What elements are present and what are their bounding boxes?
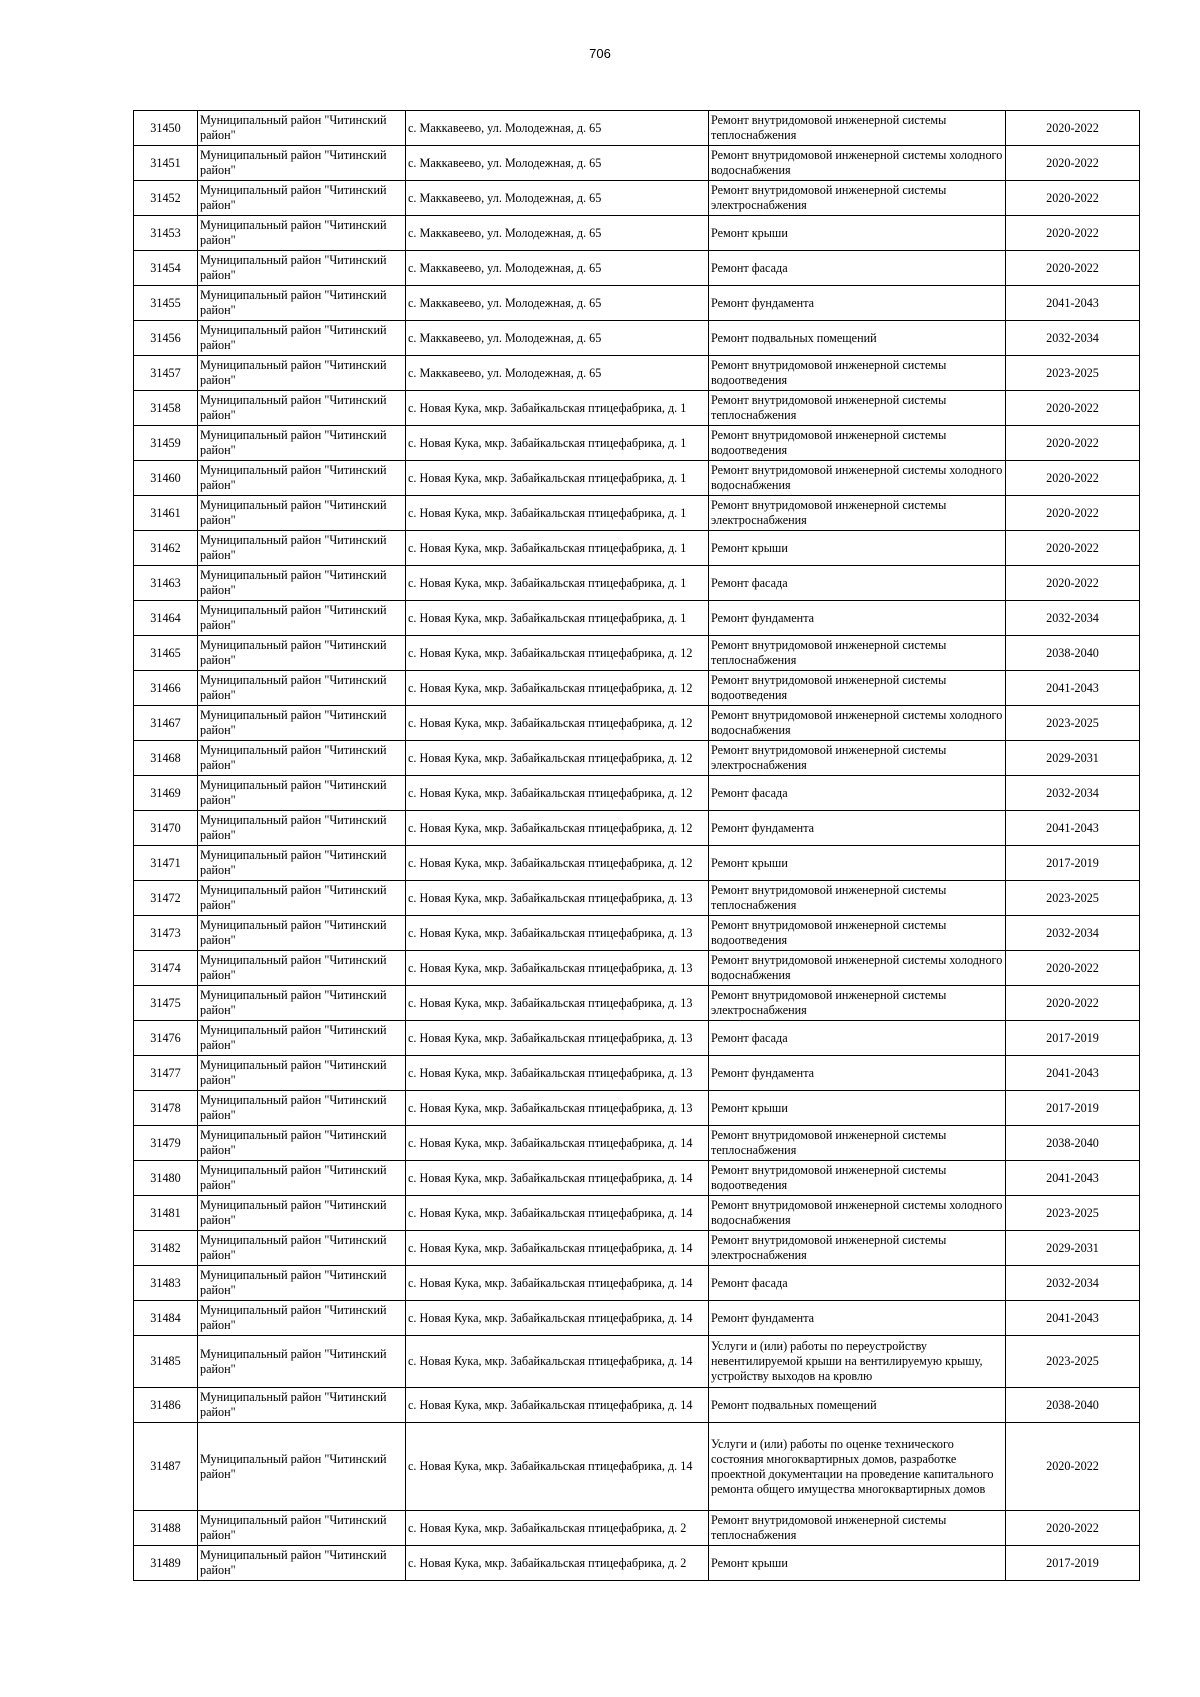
period-cell: 2020-2022 xyxy=(1006,111,1140,146)
registry-table xyxy=(133,110,1140,1581)
period-cell: 2041-2043 xyxy=(1006,671,1140,706)
address-cell: с. Новая Кука, мкр. Забайкальская птицефабрика, д. 1 xyxy=(406,531,709,566)
municipality-cell: Муниципальный район "Читинский район" xyxy=(198,916,406,951)
period-cell: 2017-2019 xyxy=(1006,1546,1140,1581)
address-cell: с. Новая Кука, мкр. Забайкальская птицефабрика, д. 1 xyxy=(406,426,709,461)
period-cell: 2020-2022 xyxy=(1006,1511,1140,1546)
table-row xyxy=(134,216,1140,251)
row-number-cell: 31465 xyxy=(134,636,198,671)
municipality-cell: Муниципальный район "Читинский район" xyxy=(198,321,406,356)
municipality-cell: Муниципальный район "Читинский район" xyxy=(198,776,406,811)
municipality-cell: Муниципальный район "Читинский район" xyxy=(198,1021,406,1056)
work-type-cell: Ремонт крыши xyxy=(709,1546,1006,1581)
municipality-cell: Муниципальный район "Читинский район" xyxy=(198,601,406,636)
work-type-cell: Ремонт крыши xyxy=(709,531,1006,566)
address-cell: с. Новая Кука, мкр. Забайкальская птицефабрика, д. 14 xyxy=(406,1266,709,1301)
period-cell: 2020-2022 xyxy=(1006,1423,1140,1511)
table-row xyxy=(134,1423,1140,1511)
address-cell: с. Новая Кука, мкр. Забайкальская птицефабрика, д. 12 xyxy=(406,636,709,671)
address-cell: с. Маккавеево, ул. Молодежная, д. 65 xyxy=(406,181,709,216)
address-cell: с. Новая Кука, мкр. Забайкальская птицефабрика, д. 14 xyxy=(406,1388,709,1423)
address-cell: с. Маккавеево, ул. Молодежная, д. 65 xyxy=(406,146,709,181)
row-number-cell: 31483 xyxy=(134,1266,198,1301)
address-cell: с. Новая Кука, мкр. Забайкальская птицефабрика, д. 13 xyxy=(406,1091,709,1126)
table-row xyxy=(134,391,1140,426)
table-row xyxy=(134,1091,1140,1126)
address-cell: с. Новая Кука, мкр. Забайкальская птицефабрика, д. 13 xyxy=(406,1021,709,1056)
table-row xyxy=(134,741,1140,776)
municipality-cell: Муниципальный район "Читинский район" xyxy=(198,811,406,846)
work-type-cell: Ремонт внутридомовой инженерной системы водоотведения xyxy=(709,426,1006,461)
period-cell: 2041-2043 xyxy=(1006,1056,1140,1091)
municipality-cell: Муниципальный район "Читинский район" xyxy=(198,1301,406,1336)
row-number-cell: 31489 xyxy=(134,1546,198,1581)
period-cell: 2020-2022 xyxy=(1006,986,1140,1021)
period-cell: 2023-2025 xyxy=(1006,356,1140,391)
period-cell: 2029-2031 xyxy=(1006,1231,1140,1266)
work-type-cell: Ремонт внутридомовой инженерной системы электроснабжения xyxy=(709,181,1006,216)
period-cell: 2038-2040 xyxy=(1006,636,1140,671)
table-row xyxy=(134,1388,1140,1423)
municipality-cell: Муниципальный район "Читинский район" xyxy=(198,1161,406,1196)
municipality-cell: Муниципальный район "Читинский район" xyxy=(198,986,406,1021)
row-number-cell: 31452 xyxy=(134,181,198,216)
row-number-cell: 31455 xyxy=(134,286,198,321)
table-row xyxy=(134,426,1140,461)
address-cell: с. Маккавеево, ул. Молодежная, д. 65 xyxy=(406,111,709,146)
row-number-cell: 31476 xyxy=(134,1021,198,1056)
municipality-cell: Муниципальный район "Читинский район" xyxy=(198,1266,406,1301)
table-row xyxy=(134,566,1140,601)
row-number-cell: 31474 xyxy=(134,951,198,986)
table-row xyxy=(134,1511,1140,1546)
work-type-cell: Ремонт фасада xyxy=(709,776,1006,811)
work-type-cell: Ремонт внутридомовой инженерной системы холодного водоснабжения xyxy=(709,951,1006,986)
table-row xyxy=(134,531,1140,566)
municipality-cell: Муниципальный район "Читинский район" xyxy=(198,1091,406,1126)
table-row xyxy=(134,1266,1140,1301)
municipality-cell: Муниципальный район "Читинский район" xyxy=(198,1336,406,1388)
period-cell: 2020-2022 xyxy=(1006,496,1140,531)
period-cell: 2038-2040 xyxy=(1006,1388,1140,1423)
row-number-cell: 31453 xyxy=(134,216,198,251)
work-type-cell: Ремонт внутридомовой инженерной системы холодного водоснабжения xyxy=(709,706,1006,741)
work-type-cell: Ремонт фасада xyxy=(709,251,1006,286)
row-number-cell: 31482 xyxy=(134,1231,198,1266)
table-row xyxy=(134,951,1140,986)
period-cell: 2032-2034 xyxy=(1006,916,1140,951)
address-cell: с. Новая Кука, мкр. Забайкальская птицефабрика, д. 12 xyxy=(406,811,709,846)
work-type-cell: Ремонт внутридомовой инженерной системы теплоснабжения xyxy=(709,1511,1006,1546)
period-cell: 2017-2019 xyxy=(1006,1091,1140,1126)
table-row xyxy=(134,356,1140,391)
table-row xyxy=(134,1231,1140,1266)
row-number-cell: 31461 xyxy=(134,496,198,531)
registry-table-body xyxy=(134,111,1140,1581)
table-row xyxy=(134,846,1140,881)
row-number-cell: 31468 xyxy=(134,741,198,776)
period-cell: 2032-2034 xyxy=(1006,601,1140,636)
work-type-cell: Ремонт внутридомовой инженерной системы электроснабжения xyxy=(709,741,1006,776)
address-cell: с. Новая Кука, мкр. Забайкальская птицефабрика, д. 14 xyxy=(406,1336,709,1388)
row-number-cell: 31479 xyxy=(134,1126,198,1161)
municipality-cell: Муниципальный район "Читинский район" xyxy=(198,1388,406,1423)
address-cell: с. Новая Кука, мкр. Забайкальская птицефабрика, д. 1 xyxy=(406,461,709,496)
address-cell: с. Новая Кука, мкр. Забайкальская птицефабрика, д. 2 xyxy=(406,1546,709,1581)
row-number-cell: 31467 xyxy=(134,706,198,741)
address-cell: с. Новая Кука, мкр. Забайкальская птицефабрика, д. 12 xyxy=(406,846,709,881)
municipality-cell: Муниципальный район "Читинский район" xyxy=(198,846,406,881)
address-cell: с. Новая Кука, мкр. Забайкальская птицефабрика, д. 13 xyxy=(406,986,709,1021)
address-cell: с. Новая Кука, мкр. Забайкальская птицефабрика, д. 12 xyxy=(406,706,709,741)
period-cell: 2041-2043 xyxy=(1006,1161,1140,1196)
row-number-cell: 31472 xyxy=(134,881,198,916)
municipality-cell: Муниципальный район "Читинский район" xyxy=(198,251,406,286)
address-cell: с. Новая Кука, мкр. Забайкальская птицефабрика, д. 14 xyxy=(406,1301,709,1336)
period-cell: 2020-2022 xyxy=(1006,391,1140,426)
work-type-cell: Ремонт внутридомовой инженерной системы водоотведения xyxy=(709,671,1006,706)
row-number-cell: 31454 xyxy=(134,251,198,286)
work-type-cell: Ремонт внутридомовой инженерной системы холодного водоснабжения xyxy=(709,461,1006,496)
address-cell: с. Новая Кука, мкр. Забайкальская птицефабрика, д. 13 xyxy=(406,951,709,986)
table-row xyxy=(134,706,1140,741)
address-cell: с. Новая Кука, мкр. Забайкальская птицефабрика, д. 13 xyxy=(406,1056,709,1091)
row-number-cell: 31478 xyxy=(134,1091,198,1126)
work-type-cell: Ремонт внутридомовой инженерной системы водоотведения xyxy=(709,356,1006,391)
work-type-cell: Ремонт внутридомовой инженерной системы теплоснабжения xyxy=(709,391,1006,426)
municipality-cell: Муниципальный район "Читинский район" xyxy=(198,531,406,566)
municipality-cell: Муниципальный район "Читинский район" xyxy=(198,1126,406,1161)
table-row xyxy=(134,181,1140,216)
work-type-cell: Ремонт внутридомовой инженерной системы теплоснабжения xyxy=(709,881,1006,916)
period-cell: 2020-2022 xyxy=(1006,251,1140,286)
table-row xyxy=(134,496,1140,531)
row-number-cell: 31462 xyxy=(134,531,198,566)
table-row xyxy=(134,1161,1140,1196)
work-type-cell: Ремонт фундамента xyxy=(709,286,1006,321)
period-cell: 2038-2040 xyxy=(1006,1126,1140,1161)
address-cell: с. Новая Кука, мкр. Забайкальская птицефабрика, д. 1 xyxy=(406,601,709,636)
work-type-cell: Ремонт фасада xyxy=(709,566,1006,601)
address-cell: с. Новая Кука, мкр. Забайкальская птицефабрика, д. 1 xyxy=(406,391,709,426)
period-cell: 2020-2022 xyxy=(1006,146,1140,181)
period-cell: 2020-2022 xyxy=(1006,426,1140,461)
municipality-cell: Муниципальный район "Читинский район" xyxy=(198,706,406,741)
address-cell: с. Новая Кука, мкр. Забайкальская птицефабрика, д. 14 xyxy=(406,1231,709,1266)
table-row xyxy=(134,1546,1140,1581)
table-row xyxy=(134,461,1140,496)
address-cell: с. Маккавеево, ул. Молодежная, д. 65 xyxy=(406,286,709,321)
period-cell: 2032-2034 xyxy=(1006,776,1140,811)
period-cell: 2032-2034 xyxy=(1006,321,1140,356)
municipality-cell: Муниципальный район "Читинский район" xyxy=(198,636,406,671)
work-type-cell: Ремонт крыши xyxy=(709,216,1006,251)
address-cell: с. Новая Кука, мкр. Забайкальская птицефабрика, д. 14 xyxy=(406,1196,709,1231)
row-number-cell: 31481 xyxy=(134,1196,198,1231)
table-row xyxy=(134,251,1140,286)
table-row xyxy=(134,1196,1140,1231)
table-row xyxy=(134,916,1140,951)
municipality-cell: Муниципальный район "Читинский район" xyxy=(198,1196,406,1231)
address-cell: с. Маккавеево, ул. Молодежная, д. 65 xyxy=(406,216,709,251)
row-number-cell: 31451 xyxy=(134,146,198,181)
period-cell: 2023-2025 xyxy=(1006,881,1140,916)
table-row xyxy=(134,111,1140,146)
table-row xyxy=(134,811,1140,846)
work-type-cell: Ремонт фундамента xyxy=(709,811,1006,846)
address-cell: с. Новая Кука, мкр. Забайкальская птицефабрика, д. 14 xyxy=(406,1161,709,1196)
period-cell: 2023-2025 xyxy=(1006,706,1140,741)
period-cell: 2020-2022 xyxy=(1006,951,1140,986)
work-type-cell: Ремонт внутридомовой инженерной системы теплоснабжения xyxy=(709,111,1006,146)
address-cell: с. Маккавеево, ул. Молодежная, д. 65 xyxy=(406,356,709,391)
period-cell: 2029-2031 xyxy=(1006,741,1140,776)
work-type-cell: Ремонт фундамента xyxy=(709,1056,1006,1091)
period-cell: 2020-2022 xyxy=(1006,461,1140,496)
period-cell: 2032-2034 xyxy=(1006,1266,1140,1301)
municipality-cell: Муниципальный район "Читинский район" xyxy=(198,671,406,706)
row-number-cell: 31460 xyxy=(134,461,198,496)
work-type-cell: Ремонт внутридомовой инженерной системы электроснабжения xyxy=(709,496,1006,531)
table-row xyxy=(134,671,1140,706)
address-cell: с. Новая Кука, мкр. Забайкальская птицефабрика, д. 1 xyxy=(406,566,709,601)
address-cell: с. Новая Кука, мкр. Забайкальская птицефабрика, д. 13 xyxy=(406,881,709,916)
work-type-cell: Ремонт внутридомовой инженерной системы водоотведения xyxy=(709,916,1006,951)
municipality-cell: Муниципальный район "Читинский район" xyxy=(198,181,406,216)
period-cell: 2041-2043 xyxy=(1006,1301,1140,1336)
work-type-cell: Услуги и (или) работы по оценке технического состояния многоквартирных домов, разработке проектной документации на проведение капитального ремонта общего имущества многоквартирных домов xyxy=(709,1423,1006,1511)
row-number-cell: 31459 xyxy=(134,426,198,461)
table-row xyxy=(134,881,1140,916)
period-cell: 2023-2025 xyxy=(1006,1196,1140,1231)
municipality-cell: Муниципальный район "Читинский район" xyxy=(198,1231,406,1266)
work-type-cell: Ремонт фундамента xyxy=(709,1301,1006,1336)
address-cell: с. Маккавеево, ул. Молодежная, д. 65 xyxy=(406,321,709,356)
row-number-cell: 31463 xyxy=(134,566,198,601)
table-row xyxy=(134,146,1140,181)
table-row xyxy=(134,776,1140,811)
work-type-cell: Ремонт крыши xyxy=(709,846,1006,881)
municipality-cell: Муниципальный район "Читинский район" xyxy=(198,566,406,601)
municipality-cell: Муниципальный район "Читинский район" xyxy=(198,741,406,776)
municipality-cell: Муниципальный район "Читинский район" xyxy=(198,1423,406,1511)
table-row xyxy=(134,986,1140,1021)
row-number-cell: 31469 xyxy=(134,776,198,811)
address-cell: с. Новая Кука, мкр. Забайкальская птицефабрика, д. 2 xyxy=(406,1511,709,1546)
address-cell: с. Новая Кука, мкр. Забайкальская птицефабрика, д. 1 xyxy=(406,496,709,531)
work-type-cell: Ремонт внутридомовой инженерной системы электроснабжения xyxy=(709,986,1006,1021)
row-number-cell: 31487 xyxy=(134,1423,198,1511)
work-type-cell: Ремонт внутридомовой инженерной системы водоотведения xyxy=(709,1161,1006,1196)
address-cell: с. Новая Кука, мкр. Забайкальская птицефабрика, д. 12 xyxy=(406,671,709,706)
municipality-cell: Муниципальный район "Читинский район" xyxy=(198,391,406,426)
address-cell: с. Новая Кука, мкр. Забайкальская птицефабрика, д. 12 xyxy=(406,776,709,811)
municipality-cell: Муниципальный район "Читинский район" xyxy=(198,286,406,321)
period-cell: 2041-2043 xyxy=(1006,286,1140,321)
address-cell: с. Новая Кука, мкр. Забайкальская птицефабрика, д. 14 xyxy=(406,1423,709,1511)
municipality-cell: Муниципальный район "Читинский район" xyxy=(198,1546,406,1581)
municipality-cell: Муниципальный район "Читинский район" xyxy=(198,1056,406,1091)
period-cell: 2020-2022 xyxy=(1006,566,1140,601)
municipality-cell: Муниципальный район "Читинский район" xyxy=(198,111,406,146)
row-number-cell: 31450 xyxy=(134,111,198,146)
row-number-cell: 31486 xyxy=(134,1388,198,1423)
work-type-cell: Ремонт фасада xyxy=(709,1021,1006,1056)
period-cell: 2017-2019 xyxy=(1006,846,1140,881)
address-cell: с. Новая Кука, мкр. Забайкальская птицефабрика, д. 13 xyxy=(406,916,709,951)
municipality-cell: Муниципальный район "Читинский район" xyxy=(198,461,406,496)
period-cell: 2023-2025 xyxy=(1006,1336,1140,1388)
period-cell: 2017-2019 xyxy=(1006,1021,1140,1056)
row-number-cell: 31457 xyxy=(134,356,198,391)
municipality-cell: Муниципальный район "Читинский район" xyxy=(198,426,406,461)
row-number-cell: 31470 xyxy=(134,811,198,846)
municipality-cell: Муниципальный район "Читинский район" xyxy=(198,356,406,391)
row-number-cell: 31488 xyxy=(134,1511,198,1546)
work-type-cell: Ремонт крыши xyxy=(709,1091,1006,1126)
table-row xyxy=(134,601,1140,636)
period-cell: 2020-2022 xyxy=(1006,216,1140,251)
row-number-cell: 31471 xyxy=(134,846,198,881)
work-type-cell: Ремонт подвальных помещений xyxy=(709,1388,1006,1423)
table-row xyxy=(134,1126,1140,1161)
row-number-cell: 31485 xyxy=(134,1336,198,1388)
period-cell: 2041-2043 xyxy=(1006,811,1140,846)
address-cell: с. Новая Кука, мкр. Забайкальская птицефабрика, д. 12 xyxy=(406,741,709,776)
municipality-cell: Муниципальный район "Читинский район" xyxy=(198,146,406,181)
row-number-cell: 31464 xyxy=(134,601,198,636)
work-type-cell: Ремонт внутридомовой инженерной системы электроснабжения xyxy=(709,1231,1006,1266)
address-cell: с. Новая Кука, мкр. Забайкальская птицефабрика, д. 14 xyxy=(406,1126,709,1161)
municipality-cell: Муниципальный район "Читинский район" xyxy=(198,881,406,916)
row-number-cell: 31480 xyxy=(134,1161,198,1196)
municipality-cell: Муниципальный район "Читинский район" xyxy=(198,1511,406,1546)
table-row xyxy=(134,1301,1140,1336)
table-row xyxy=(134,1021,1140,1056)
work-type-cell: Ремонт подвальных помещений xyxy=(709,321,1006,356)
work-type-cell: Ремонт внутридомовой инженерной системы теплоснабжения xyxy=(709,636,1006,671)
work-type-cell: Услуги и (или) работы по переустройству невентилируемой крыши на вентилируемую крышу, устройству выходов на кровлю xyxy=(709,1336,1006,1388)
period-cell: 2020-2022 xyxy=(1006,181,1140,216)
row-number-cell: 31475 xyxy=(134,986,198,1021)
row-number-cell: 31458 xyxy=(134,391,198,426)
municipality-cell: Муниципальный район "Читинский район" xyxy=(198,216,406,251)
work-type-cell: Ремонт внутридомовой инженерной системы холодного водоснабжения xyxy=(709,1196,1006,1231)
work-type-cell: Ремонт фундамента xyxy=(709,601,1006,636)
row-number-cell: 31466 xyxy=(134,671,198,706)
municipality-cell: Муниципальный район "Читинский район" xyxy=(198,496,406,531)
row-number-cell: 31477 xyxy=(134,1056,198,1091)
table-row xyxy=(134,636,1140,671)
row-number-cell: 31456 xyxy=(134,321,198,356)
work-type-cell: Ремонт фасада xyxy=(709,1266,1006,1301)
work-type-cell: Ремонт внутридомовой инженерной системы теплоснабжения xyxy=(709,1126,1006,1161)
page-number: 706 xyxy=(589,46,611,61)
address-cell: с. Маккавеево, ул. Молодежная, д. 65 xyxy=(406,251,709,286)
table-row xyxy=(134,1336,1140,1388)
period-cell: 2020-2022 xyxy=(1006,531,1140,566)
row-number-cell: 31484 xyxy=(134,1301,198,1336)
row-number-cell: 31473 xyxy=(134,916,198,951)
table-row xyxy=(134,321,1140,356)
table-row xyxy=(134,1056,1140,1091)
table-row xyxy=(134,286,1140,321)
work-type-cell: Ремонт внутридомовой инженерной системы холодного водоснабжения xyxy=(709,146,1006,181)
municipality-cell: Муниципальный район "Читинский район" xyxy=(198,951,406,986)
